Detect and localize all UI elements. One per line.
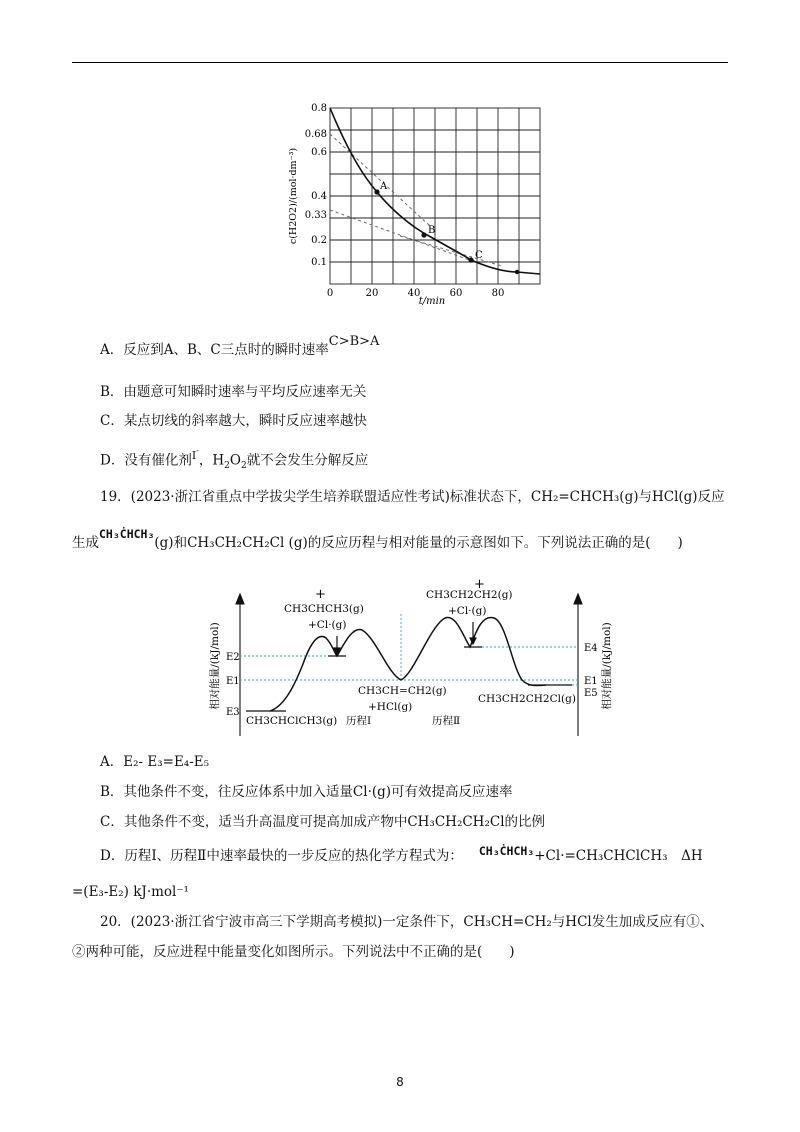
label-a: A: [380, 181, 388, 192]
header-rule: [72, 62, 728, 63]
q18-d-sub2: 2: [240, 461, 247, 472]
q20-stem-line1: 20．(2023·浙江省宁波市高三下学期高考模拟)一定条件下，CH₃CH=CH₂与HCl发生加成反应有①、: [100, 914, 714, 930]
int1-label: CH3CHCH3(g): [284, 603, 364, 615]
int2-label: CH3CH2CH2(g): [426, 589, 513, 601]
right-arrow: [574, 594, 582, 604]
q20-stem-line2: ②两种可能，反应进程中能量变化如图所示。下列说法中不正确的是( ): [72, 944, 515, 960]
ytick: 0.6: [311, 147, 327, 158]
q19-stem-prefix: 生成: [72, 535, 99, 551]
q19-stem-suffix: (g)和CH₃CH₂CH₂Cl (g)的反应历程与相对能量的示意图如下。下列说法正确的是( ): [154, 535, 683, 551]
xtick: 0: [326, 288, 334, 299]
q18-d-o: O: [229, 452, 241, 469]
q19-option-c: C．其他条件不变，适当升高温度可提高加成产物中CH₃CH₂CH₂Cl的比例: [100, 814, 546, 830]
right-axis-label: 相对能量/(kJ/mol): [601, 622, 613, 710]
xtick: 40: [407, 288, 421, 299]
concentration-time-figure: [280, 96, 550, 306]
ytick: 0.4: [311, 191, 327, 202]
q18-option-b: B．由题意可知瞬时速率与平均反应速率无关: [100, 384, 367, 400]
label-b: B: [428, 225, 436, 236]
tangent-a: [330, 134, 430, 226]
catalyst-symbol: I: [191, 448, 197, 462]
catalyst-charge: -: [196, 446, 199, 455]
q19-stem-line1: 19．(2023·浙江省重点中学拔尖学生培养联盟适应性考试)标准状态下，CH₂=CHCH₃(g)与HCl(g)反应: [100, 489, 725, 505]
q18-d-sub: 2: [224, 461, 230, 472]
ytick: 0.33: [304, 210, 327, 221]
page-number: 8: [396, 1075, 404, 1089]
ytick: 0.2: [311, 235, 327, 246]
int1-cl-label: +Cl·(g): [308, 619, 347, 631]
xtick: 80: [491, 288, 505, 299]
x-axis-label: t/min: [418, 296, 446, 306]
q19-option-b: B．其他条件不变，往反应体系中加入适量Cl·(g)可有效提高反应速率: [100, 784, 513, 800]
reactant-label: CH3CH=CH2(g): [358, 685, 447, 697]
radical-plus-1: +: [315, 587, 326, 602]
ytick: 0.68: [304, 129, 327, 140]
q19-option-d-line2: =(E₃-E₂) kJ·mol⁻¹: [72, 884, 189, 900]
xtick: 60: [449, 288, 463, 299]
xtick: 20: [365, 288, 379, 299]
product1-label: CH3CHClCH3(g): [246, 715, 338, 727]
q18-option-a: [100, 334, 380, 361]
int2-cl-label: +Cl·(g): [448, 605, 487, 617]
label-c: C: [475, 250, 483, 261]
e3-label: E3: [226, 707, 240, 718]
q18-option-d: [100, 447, 368, 476]
left-arrow: [236, 594, 244, 604]
energy-profile-figure: [200, 574, 620, 744]
point-c: [468, 257, 473, 262]
q18-d-suffix: 就不会发生分解反应: [246, 452, 369, 469]
q18-option-d-text: D．没有催化剂: [100, 452, 192, 469]
path1-label: 历程Ⅰ: [346, 715, 372, 727]
q18-option-a-text: A．反应到A、B、C三点时的瞬时速率: [100, 342, 329, 358]
q18-option-a-formula: C>B>A: [328, 334, 380, 349]
q19-option-d: [100, 846, 703, 866]
e4-label: E4: [584, 643, 598, 654]
point-a: [374, 189, 379, 194]
e1-right-label: E1: [584, 676, 598, 687]
q19-stem-formula: CH₃ĊHCH₃: [99, 527, 155, 541]
point-b: [421, 232, 426, 237]
q19-option-d-formula: CH₃ĊHCH₃: [478, 844, 535, 858]
q18-d-mid: ，H: [198, 452, 225, 469]
e1-left-label: E1: [226, 676, 240, 687]
point-80: [515, 270, 519, 274]
ytick: 0.1: [311, 257, 327, 268]
path2-label: 历程Ⅱ: [432, 715, 461, 727]
q18-option-c: C．某点切线的斜率越大，瞬时反应速率越快: [100, 413, 367, 429]
q19-option-d-equation: +Cl·=CH₃CHClCH₃ ΔH: [534, 848, 703, 864]
left-axis-label: 相对能量/(kJ/mol): [209, 622, 221, 710]
y-axis-label: c(H2O2)/(mol·dm⁻³): [288, 147, 299, 245]
q19-option-a: A．E₂- E₃=E₄-E₅: [100, 754, 210, 770]
e5-label: E5: [584, 688, 598, 699]
reactant-hcl-label: +HCl(g): [368, 701, 413, 713]
product2-label: CH3CH2CH2Cl(g): [478, 693, 576, 705]
e2-label: E2: [226, 652, 240, 663]
ytick: 0.8: [311, 103, 327, 114]
q19-stem-line2: [72, 527, 683, 553]
radical-plus-2: +: [474, 577, 485, 592]
q19-option-d-text: D．历程Ⅰ、历程Ⅱ中速率最快的一步反应的热化学方程式为：: [100, 848, 463, 864]
